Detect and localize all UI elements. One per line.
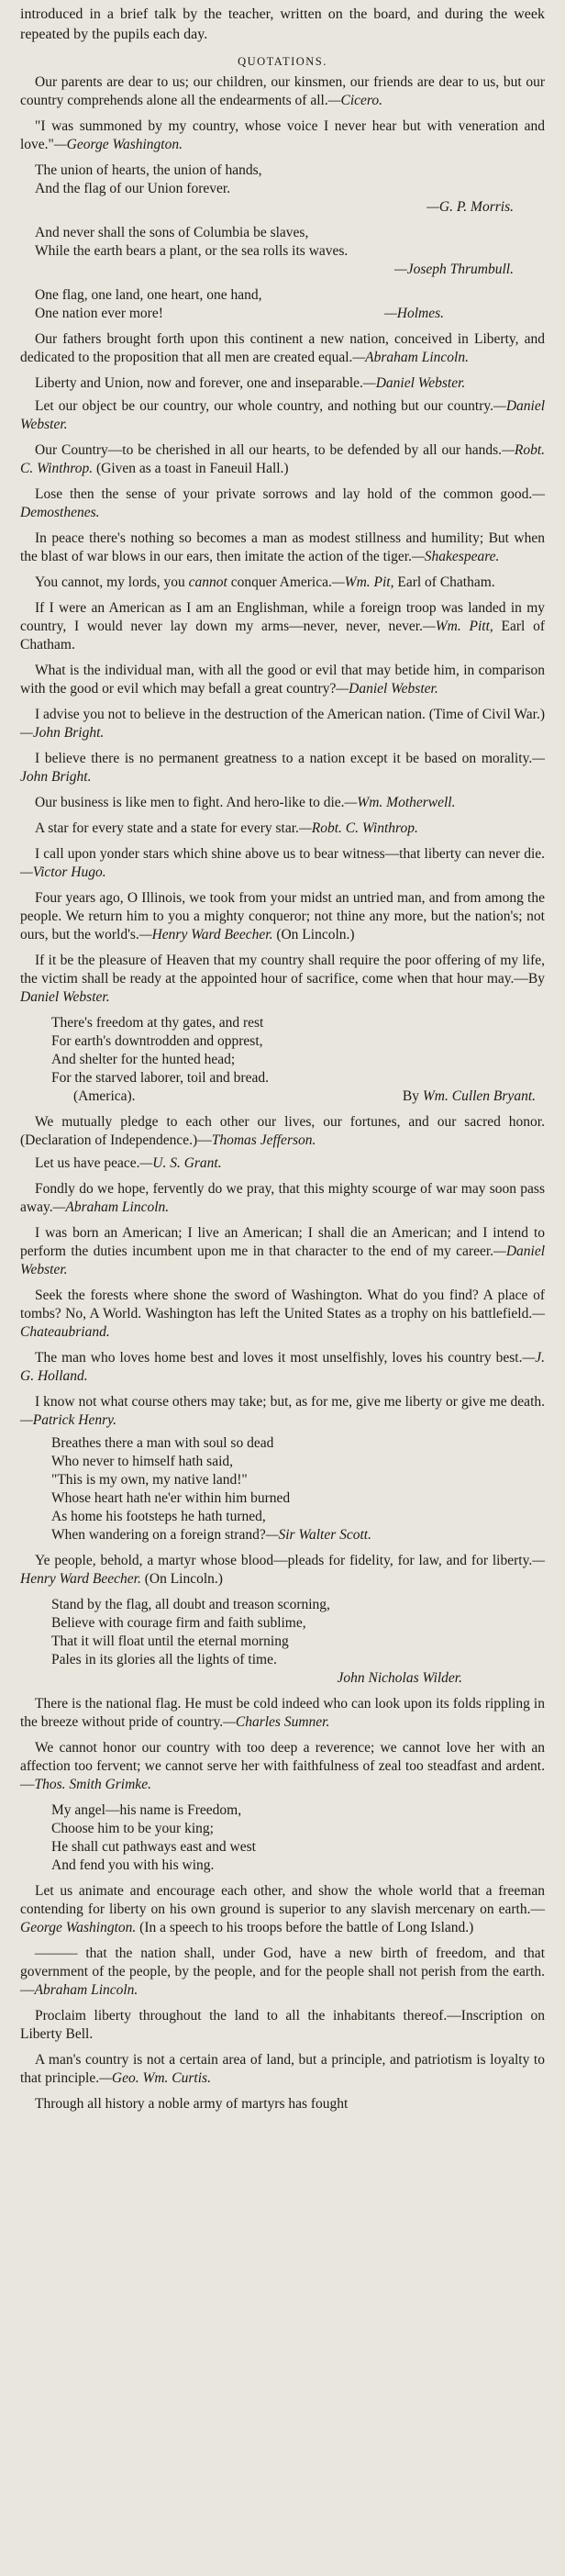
quote-attribution: —Daniel Webster. bbox=[20, 398, 545, 432]
quote-cicero: Our parents are dear to us; our children, our kinsmen, our friends are dear to us, but our country comprehends alone all the endearments of all.—Cicero. bbox=[20, 74, 545, 108]
quote-winthrop-country: Our Country—to be cherished in all our hearts, to be defended by all our hands.—Robt. C. Winthrop. (Given as a toast in Faneuil Hall.) bbox=[20, 442, 545, 476]
poem-line: Stand by the flag, all doubt and treason scorning, bbox=[51, 1597, 330, 1612]
quote-attribution: Thomas Jefferson. bbox=[211, 1132, 316, 1148]
quote-attribution: —Victor Hugo. bbox=[20, 864, 106, 880]
quote-attribution: —Abraham Lincoln. bbox=[352, 350, 469, 365]
quote-attribution: —Daniel Webster. bbox=[336, 681, 438, 697]
quote-attribution: —John Bright. bbox=[20, 725, 105, 741]
poem-line: Whose heart hath ne'er within him burned bbox=[51, 1490, 291, 1506]
quote-attribution: —Daniel Webster. bbox=[20, 1243, 545, 1277]
quote-martyrs-fragment: Through all history a noble army of martyrs has fought bbox=[35, 2096, 349, 2112]
poem-attribution: —Sir Walter Scott. bbox=[265, 1527, 371, 1543]
quote-patrick-henry: I know not what course others may take; but, as for me, give me liberty or give me death.—Patrick Henry. bbox=[20, 1394, 545, 1428]
poem-sons-of-columbia bbox=[20, 224, 545, 279]
poem-attribution: —Holmes. bbox=[383, 306, 444, 321]
quote-webster-liberty-union: Liberty and Union, now and forever, one and inseparable.—Daniel Webster. bbox=[35, 375, 466, 391]
quote-attribution: —Robt. C. Winthrop. bbox=[20, 442, 545, 476]
poem-line: Who never to himself hath said, bbox=[51, 1454, 234, 1469]
quote-demosthenes: Lose then the sense of your private sorrows and lay hold of the common good.—Demosthenes. bbox=[20, 486, 545, 520]
quote-attribution: —Patrick Henry. bbox=[20, 1412, 117, 1428]
quote-washington-animate: Let us animate and encourage each other, and show the whole world that a freeman contending for liberty on his own ground is superior to any slavish mercenary on earth.—George Washington. (In a speech to his troops before the battle of Long Island.) bbox=[20, 1883, 545, 1935]
poem-line: And never shall the sons of Columbia be slaves, bbox=[35, 225, 309, 240]
quote-attribution: —Shakespeare. bbox=[412, 549, 500, 564]
poem-line: The union of hearts, the union of hands, bbox=[35, 162, 262, 178]
poem-line: "This is my own, my native land!" bbox=[51, 1472, 248, 1488]
quote-sumner: There is the national flag. He must be cold indeed who can look upon its folds rippling in the breeze without pride of country.—Charles Sumner. bbox=[20, 1696, 545, 1730]
quote-chateaubriand: Seek the forests where shone the sword of Washington. What do you find? A place of tombs? No, A World. Washington has left the United States as a trophy on his battlefield.—Chateaubriand. bbox=[20, 1288, 545, 1340]
quote-webster-individual: What is the individual man, with all the good or evil that may betide him, in comparison with the good or evil which may befall a great country?—Daniel Webster. bbox=[20, 663, 545, 697]
quote-attribution: —U. S. Grant. bbox=[139, 1155, 222, 1171]
poem-line: While the earth bears a plant, or the sea rolls its waves. bbox=[35, 243, 349, 259]
quote-webster-born: I was born an American; I live an American; I shall die an American; and I intend to perform the duties incumbent upon me in that character to the end of my career.—Daniel Webster. bbox=[20, 1225, 545, 1277]
quote-attribution: —Daniel Webster. bbox=[362, 375, 466, 391]
quote-lincoln-fondly: Fondly do we hope, fervently do we pray, that this mighty scourge of war may soon pass away.—Abraham Lincoln. bbox=[20, 1181, 545, 1215]
quote-pitt-englishman: If I were an American as I am an Englishman, while a foreign troop was landed in my country, I would never lay down my arms—never, never, never.—Wm. Pitt, Earl of Chatham. bbox=[20, 600, 545, 652]
quote-curtis: A man's country is not a certain area of land, but a principle, and patriotism is loyalty to that principle.—Geo. Wm. Curtis. bbox=[20, 2052, 545, 2086]
poem-line: For the starved laborer, toil and bread. bbox=[51, 1070, 269, 1086]
quote-lincoln-new-birth: ——— that the nation shall, under God, have a new birth of freedom, and that government of the people, by the people, and for the people shall not perish from the earth.—Abraham Lincoln. bbox=[20, 1946, 545, 1998]
poem-line: And shelter for the hunted head; bbox=[51, 1052, 236, 1067]
quote-attribution: —Cicero. bbox=[327, 93, 382, 108]
quote-attribution: —Henry Ward Beecher. bbox=[138, 927, 273, 942]
quote-attribution: —J. G. Holland. bbox=[20, 1350, 545, 1384]
quote-bright-destruction: I advise you not to believe in the destruction of the American nation. (Time of Civil War.)—John Bright. bbox=[20, 707, 545, 741]
poem-line: When wandering on a foreign strand?—Sir Walter Scott. bbox=[51, 1527, 371, 1543]
quote-holland: The man who loves home best and loves it most unselfishly, loves his country best.—J. G. Holland. bbox=[20, 1350, 545, 1384]
quote-attribution: —Charles Sumner. bbox=[223, 1714, 330, 1730]
quote-attribution: —Geo. Wm. Curtis. bbox=[99, 2070, 211, 2086]
quote-attribution: Daniel Webster. bbox=[20, 989, 110, 1005]
poem-line: And fend you with his wing. bbox=[51, 1857, 215, 1873]
poem-line: Pales in its glories all the lights of time. bbox=[51, 1652, 277, 1667]
poem-line: There's freedom at thy gates, and rest bbox=[51, 1015, 264, 1031]
poem-one-flag bbox=[20, 286, 545, 323]
quote-attribution: Abraham Lincoln. bbox=[34, 1982, 138, 1998]
quote-attribution: —John Bright. bbox=[20, 751, 545, 785]
poem-line: And the flag of our Union forever. bbox=[35, 181, 231, 196]
quote-beecher-illinois: Four years ago, O Illinois, we took from your midst an untried man, and from among the people. We return him to you a mighty conqueror; not thine any more, but the nation's; not ours, but the world's.—Henry Ward Beecher. (On Lincoln.) bbox=[20, 890, 545, 942]
quote-attribution: Thos. Smith Grimke. bbox=[34, 1777, 151, 1792]
poem-stand-by-the-flag bbox=[20, 1596, 545, 1688]
poem-line: Choose him to be your king; bbox=[51, 1821, 214, 1836]
quote-lincoln-fathers: Our fathers brought forth upon this continent a new nation, conceived in Liberty, and dedicated to the proposition that all men are created equal.—Abraham Lincoln. bbox=[20, 331, 545, 365]
quote-bright-greatness: I believe there is no permanent greatness to a nation except it be based on morality.—John Bright. bbox=[20, 751, 545, 785]
poem-line: As home his footsteps he hath turned, bbox=[51, 1509, 266, 1524]
poem-line: That it will float until the eternal morning bbox=[51, 1634, 289, 1649]
poem-my-angel bbox=[20, 1801, 545, 1875]
quote-attribution: —Robt. C. Winthrop. bbox=[298, 820, 418, 836]
quote-liberty-bell: Proclaim liberty throughout the land to all the inhabitants thereof.—Inscription on Liberty Bell. bbox=[20, 2008, 545, 2042]
poem-breathes-there bbox=[20, 1434, 545, 1544]
quote-washington-summoned: "I was summoned by my country, whose voice I never hear but with veneration and love."—George Washington. bbox=[20, 118, 545, 152]
quote-attribution: —Wm. Pitt, bbox=[422, 619, 493, 634]
quote-attribution: —Chateaubriand. bbox=[20, 1306, 545, 1340]
quote-beecher-martyr: Ye people, behold, a martyr whose blood—pleads for fidelity, for law, and for liberty.—Henry Ward Beecher. (On Lincoln.) bbox=[20, 1553, 545, 1587]
quote-attribution: —Henry Ward Beecher. bbox=[20, 1553, 545, 1587]
quote-webster-heaven: If it be the pleasure of Heaven that my country shall require the poor offering of my life, the victim shall be ready at the appointed hour of sacrifice, come when that hour may.—By Daniel Webster. bbox=[20, 953, 545, 1005]
quote-attribution: —Wm. Motherwell. bbox=[344, 795, 456, 810]
quote-webster-object: Let our object be our country, our whole country, and nothing but our country.—Daniel Webster. bbox=[20, 398, 545, 432]
intro-paragraph: introduced in a brief talk by the teacher, written on the board, and during the week repeated by the pupils each day. bbox=[20, 6, 545, 42]
quote-pitt-conquer: You cannot, my lords, you cannot conquer America.—Wm. Pit, Earl of Chatham. bbox=[35, 574, 495, 590]
poem-attribution: —G. P. Morris. bbox=[427, 199, 514, 215]
poem-attribution: Wm. Cullen Bryant. bbox=[422, 1088, 536, 1104]
quote-shakespeare: In peace there's nothing so becomes a man as modest stillness and humility; But when the blast of war blows in our ears, then imitate the action of the tiger.—Shakespeare. bbox=[20, 530, 545, 564]
poem-attribution-row: (America). By Wm. Cullen Bryant. bbox=[73, 1088, 536, 1104]
quote-motherwell: Our business is like men to fight. And hero-like to die.—Wm. Motherwell. bbox=[35, 795, 456, 810]
quote-attribution: —Abraham Lincoln. bbox=[52, 1199, 170, 1215]
quote-hugo: I call upon yonder stars which shine above us to bear witness—that liberty can never die.—Victor Hugo. bbox=[20, 846, 545, 880]
poem-attribution: —Joseph Thrumbull. bbox=[393, 262, 514, 277]
poem-line: One nation ever more! —Holmes. bbox=[35, 305, 545, 323]
quote-grimke: We cannot honor our country with too deep a reverence; we cannot love her with an affection too fervent; we cannot serve her with faithfulness of zeal too steadfast and ardent.—Thos. Smith Grimke. bbox=[20, 1740, 545, 1792]
poem-line: Believe with courage firm and faith sublime, bbox=[51, 1615, 306, 1631]
poem-line: My angel—his name is Freedom, bbox=[51, 1802, 242, 1818]
quote-attribution: —Wm. Pit, bbox=[331, 574, 394, 590]
poem-line: He shall cut pathways east and west bbox=[51, 1839, 256, 1855]
poem-line: One flag, one land, one heart, one hand, bbox=[35, 287, 262, 303]
poem-union-of-hearts bbox=[20, 162, 545, 217]
quote-attribution: —Demosthenes. bbox=[20, 486, 545, 520]
quote-attribution: George Washington. bbox=[20, 1920, 137, 1935]
quote-jefferson: We mutually pledge to each other our lives, our fortunes, and our sacred honor. (Declaration of Independence.)—Thomas Jefferson. bbox=[20, 1114, 545, 1148]
poem-attribution: John Nicholas Wilder. bbox=[337, 1670, 462, 1686]
poem-freedom-gates bbox=[20, 1014, 545, 1106]
poem-line: For earth's downtrodden and opprest, bbox=[51, 1033, 263, 1049]
poem-line: Breathes there a man with soul so dead bbox=[51, 1435, 274, 1451]
quote-attribution: —George Washington. bbox=[53, 137, 183, 152]
quote-grant: Let us have peace.—U. S. Grant. bbox=[35, 1155, 222, 1171]
quote-winthrop-star: A star for every state and a state for every star.—Robt. C. Winthrop. bbox=[35, 820, 418, 836]
quotations-heading: QUOTATIONS. bbox=[238, 55, 327, 68]
